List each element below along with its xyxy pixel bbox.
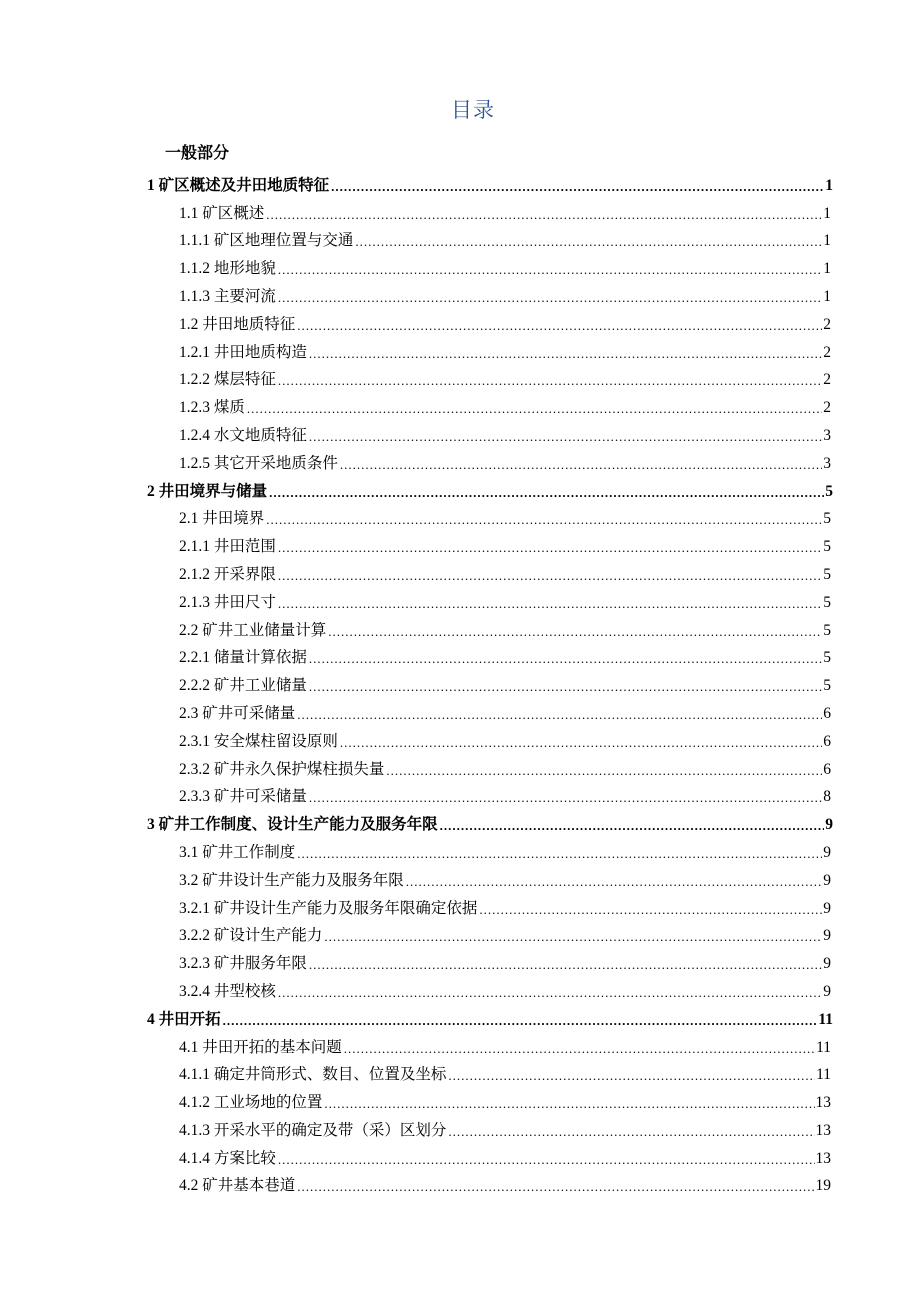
toc-dot-leader — [266, 207, 822, 223]
toc-section-entry[interactable] — [0, 223, 831, 251]
toc-entry-label: 4.1 井田开拓的基本问题 — [179, 1038, 342, 1056]
toc-entry-label: 2.2.1 储量计算依据 — [179, 649, 307, 667]
toc-page-number: 2 — [823, 399, 831, 417]
toc-entry-label: 1.1.3 主要河流 — [179, 287, 276, 305]
toc-page-number: 9 — [825, 816, 833, 834]
toc-dot-leader — [266, 512, 822, 528]
toc-section-entry[interactable] — [0, 389, 831, 417]
toc-page-number: 1 — [823, 260, 831, 278]
toc-section-entry[interactable] — [0, 306, 831, 334]
toc-dot-leader — [328, 624, 822, 640]
toc-section-entry[interactable] — [0, 612, 831, 640]
toc-entry-label: 4.1.4 方案比较 — [179, 1149, 276, 1167]
toc-title: 目录 — [451, 98, 495, 122]
toc-entry-label: 2.3.3 矿井可采储量 — [179, 788, 307, 806]
toc-page-number: 9 — [823, 871, 831, 889]
toc-entry-label: 2.2 矿井工业储量计算 — [179, 621, 327, 639]
toc-page-number: 5 — [823, 538, 831, 556]
toc-page-number: 9 — [823, 927, 831, 945]
toc-page-number: 3 — [823, 426, 831, 444]
toc-page-number: 2 — [823, 315, 831, 333]
toc-dot-leader — [324, 1096, 814, 1112]
toc-page-number: 2 — [823, 371, 831, 389]
toc-entry-label: 3.2.2 矿设计生产能力 — [179, 927, 323, 945]
toc-dot-leader — [297, 1179, 814, 1195]
toc-entry-label: 4 井田开拓 — [147, 1010, 221, 1028]
toc-dot-leader — [278, 568, 822, 584]
toc-page-number: 13 — [815, 1149, 831, 1167]
toc-dot-leader — [297, 707, 822, 723]
toc-page-number: 6 — [823, 704, 831, 722]
toc-section-entry[interactable] — [0, 528, 831, 556]
toc-section-entry[interactable] — [0, 417, 831, 445]
toc-dot-leader — [297, 846, 822, 862]
toc-page-number: 5 — [823, 510, 831, 528]
toc-page-number: 6 — [823, 760, 831, 778]
toc-page-number: 19 — [815, 1177, 831, 1195]
toc-dot-leader — [297, 318, 822, 334]
toc-entry-label: 3 矿井工作制度、设计生产能力及服务年限 — [147, 816, 438, 834]
toc-page-number: 5 — [823, 593, 831, 611]
toc-chapter-entry[interactable] — [0, 806, 833, 834]
toc-page-number: 13 — [815, 1121, 831, 1139]
toc-entry-label: 2.2.2 矿井工业储量 — [179, 677, 307, 695]
toc-section-entry[interactable] — [0, 1112, 831, 1140]
toc-section-entry[interactable] — [0, 445, 831, 473]
toc-section-entry[interactable] — [0, 834, 831, 862]
toc-entry-label: 2.1 井田境界 — [179, 510, 265, 528]
toc-entry-label: 4.1.1 确定井筒形式、数目、位置及坐标 — [179, 1066, 447, 1084]
toc-dot-leader — [386, 763, 822, 779]
table-of-contents — [0, 167, 920, 1195]
toc-entry-label: 2.1.3 井田尺寸 — [179, 593, 276, 611]
toc-section-entry[interactable] — [0, 250, 831, 278]
toc-dot-leader — [278, 985, 822, 1001]
toc-page-number: 1 — [823, 204, 831, 222]
toc-section-entry[interactable] — [0, 1140, 831, 1168]
toc-section-entry[interactable] — [0, 1084, 831, 1112]
toc-entry-label: 1.2.2 煤层特征 — [179, 371, 276, 389]
toc-page-number: 5 — [823, 621, 831, 639]
toc-section-entry[interactable] — [0, 751, 831, 779]
toc-entry-label: 1.2.4 水文地质特征 — [179, 426, 307, 444]
toc-dot-leader — [324, 929, 822, 945]
toc-section-entry[interactable] — [0, 362, 831, 390]
toc-section-entry[interactable] — [0, 1168, 831, 1196]
toc-entry-label: 4.1.2 工业场地的位置 — [179, 1094, 323, 1112]
toc-section-entry[interactable] — [0, 695, 831, 723]
toc-dot-leader — [440, 818, 825, 834]
toc-entry-label: 1.1.2 地形地貌 — [179, 260, 276, 278]
toc-page-number: 11 — [816, 1038, 831, 1056]
toc-page-number: 11 — [816, 1066, 831, 1084]
toc-dot-leader — [448, 1068, 815, 1084]
toc-page-number: 9 — [823, 982, 831, 1000]
toc-page-number: 9 — [823, 955, 831, 973]
toc-entry-label: 1.2 井田地质特征 — [179, 315, 296, 333]
toc-dot-leader — [309, 790, 822, 806]
toc-entry-label: 1.1 矿区概述 — [179, 204, 265, 222]
toc-section-entry[interactable] — [0, 584, 831, 612]
toc-entry-label: 1.2.3 煤质 — [179, 399, 245, 417]
toc-page-number: 5 — [823, 649, 831, 667]
toc-section-entry[interactable] — [0, 862, 831, 890]
toc-page-number: 11 — [818, 1010, 833, 1028]
toc-dot-leader — [340, 457, 822, 473]
toc-section-entry[interactable] — [0, 195, 831, 223]
toc-section-entry[interactable] — [0, 890, 831, 918]
toc-page-number: 13 — [815, 1094, 831, 1112]
toc-dot-leader — [278, 262, 822, 278]
toc-page-number: 9 — [823, 843, 831, 861]
section-heading: 一般部分 — [165, 143, 230, 162]
toc-dot-leader — [406, 874, 822, 890]
toc-dot-leader — [340, 735, 822, 751]
toc-dot-leader — [247, 401, 822, 417]
toc-page-number: 1 — [825, 176, 833, 194]
toc-entry-label: 4.2 矿井基本巷道 — [179, 1177, 296, 1195]
toc-entry-label: 3.2.1 矿井设计生产能力及服务年限确定依据 — [179, 899, 478, 917]
toc-page-number: 9 — [823, 899, 831, 917]
toc-page-number: 8 — [823, 788, 831, 806]
toc-entry-label: 2.1.2 开采界限 — [179, 565, 276, 583]
toc-dot-leader — [309, 429, 822, 445]
toc-page-number: 1 — [823, 232, 831, 250]
toc-page-number: 3 — [823, 454, 831, 472]
toc-section-entry[interactable] — [0, 779, 831, 807]
toc-entry-label: 1.2.5 其它开采地质条件 — [179, 454, 338, 472]
toc-entry-label: 1.2.1 井田地质构造 — [179, 343, 307, 361]
toc-dot-leader — [278, 373, 822, 389]
toc-entry-label: 1 矿区概述及井田地质特征 — [147, 176, 330, 194]
toc-section-entry[interactable] — [0, 1057, 831, 1085]
toc-section-entry[interactable] — [0, 945, 831, 973]
toc-section-entry[interactable] — [0, 334, 831, 362]
toc-entry-label: 2.3.1 安全煤柱留设原则 — [179, 732, 338, 750]
toc-section-entry[interactable] — [0, 278, 831, 306]
toc-entry-label: 4.1.3 开采水平的确定及带（采）区划分 — [179, 1121, 447, 1139]
toc-page-number: 1 — [823, 287, 831, 305]
toc-entry-label: 2.3.2 矿井永久保护煤柱损失量 — [179, 760, 385, 778]
toc-dot-leader — [355, 234, 822, 250]
toc-page-number: 5 — [825, 482, 833, 500]
toc-page-number: 6 — [823, 732, 831, 750]
toc-chapter-entry[interactable] — [0, 167, 833, 195]
toc-dot-leader — [269, 485, 824, 501]
toc-entry-label: 3.2.3 矿井服务年限 — [179, 955, 307, 973]
toc-entry-label: 3.1 矿井工作制度 — [179, 843, 296, 861]
toc-entry-label: 3.2.4 井型校核 — [179, 982, 276, 1000]
toc-dot-leader — [309, 651, 822, 667]
toc-section-entry[interactable] — [0, 667, 831, 695]
toc-entry-label: 2.3 矿井可采储量 — [179, 704, 296, 722]
toc-entry-label: 2 井田境界与储量 — [147, 482, 268, 500]
toc-page-number: 2 — [823, 343, 831, 361]
toc-section-entry[interactable] — [0, 556, 831, 584]
toc-section-entry[interactable] — [0, 640, 831, 668]
toc-dot-leader — [344, 1041, 815, 1057]
toc-chapter-entry[interactable] — [0, 1001, 833, 1029]
toc-entry-label: 2.1.1 井田范围 — [179, 538, 276, 556]
toc-chapter-entry[interactable] — [0, 473, 833, 501]
toc-entry-label: 3.2 矿井设计生产能力及服务年限 — [179, 871, 404, 889]
toc-page-number: 5 — [823, 565, 831, 583]
toc-dot-leader — [278, 290, 822, 306]
toc-dot-leader — [479, 902, 822, 918]
toc-dot-leader — [278, 540, 822, 556]
toc-dot-leader — [278, 1152, 815, 1168]
toc-entry-label: 1.1.1 矿区地理位置与交通 — [179, 232, 354, 250]
toc-section-entry[interactable] — [0, 973, 831, 1001]
toc-dot-leader — [448, 1124, 814, 1140]
toc-dot-leader — [278, 596, 822, 612]
toc-page-number: 5 — [823, 677, 831, 695]
toc-dot-leader — [331, 179, 824, 195]
toc-dot-leader — [223, 1013, 818, 1029]
toc-section-entry[interactable] — [0, 723, 831, 751]
toc-section-entry[interactable] — [0, 1029, 831, 1057]
toc-dot-leader — [309, 679, 822, 695]
toc-section-entry[interactable] — [0, 918, 831, 946]
toc-dot-leader — [309, 957, 822, 973]
toc-section-entry[interactable] — [0, 501, 831, 529]
toc-dot-leader — [309, 346, 822, 362]
